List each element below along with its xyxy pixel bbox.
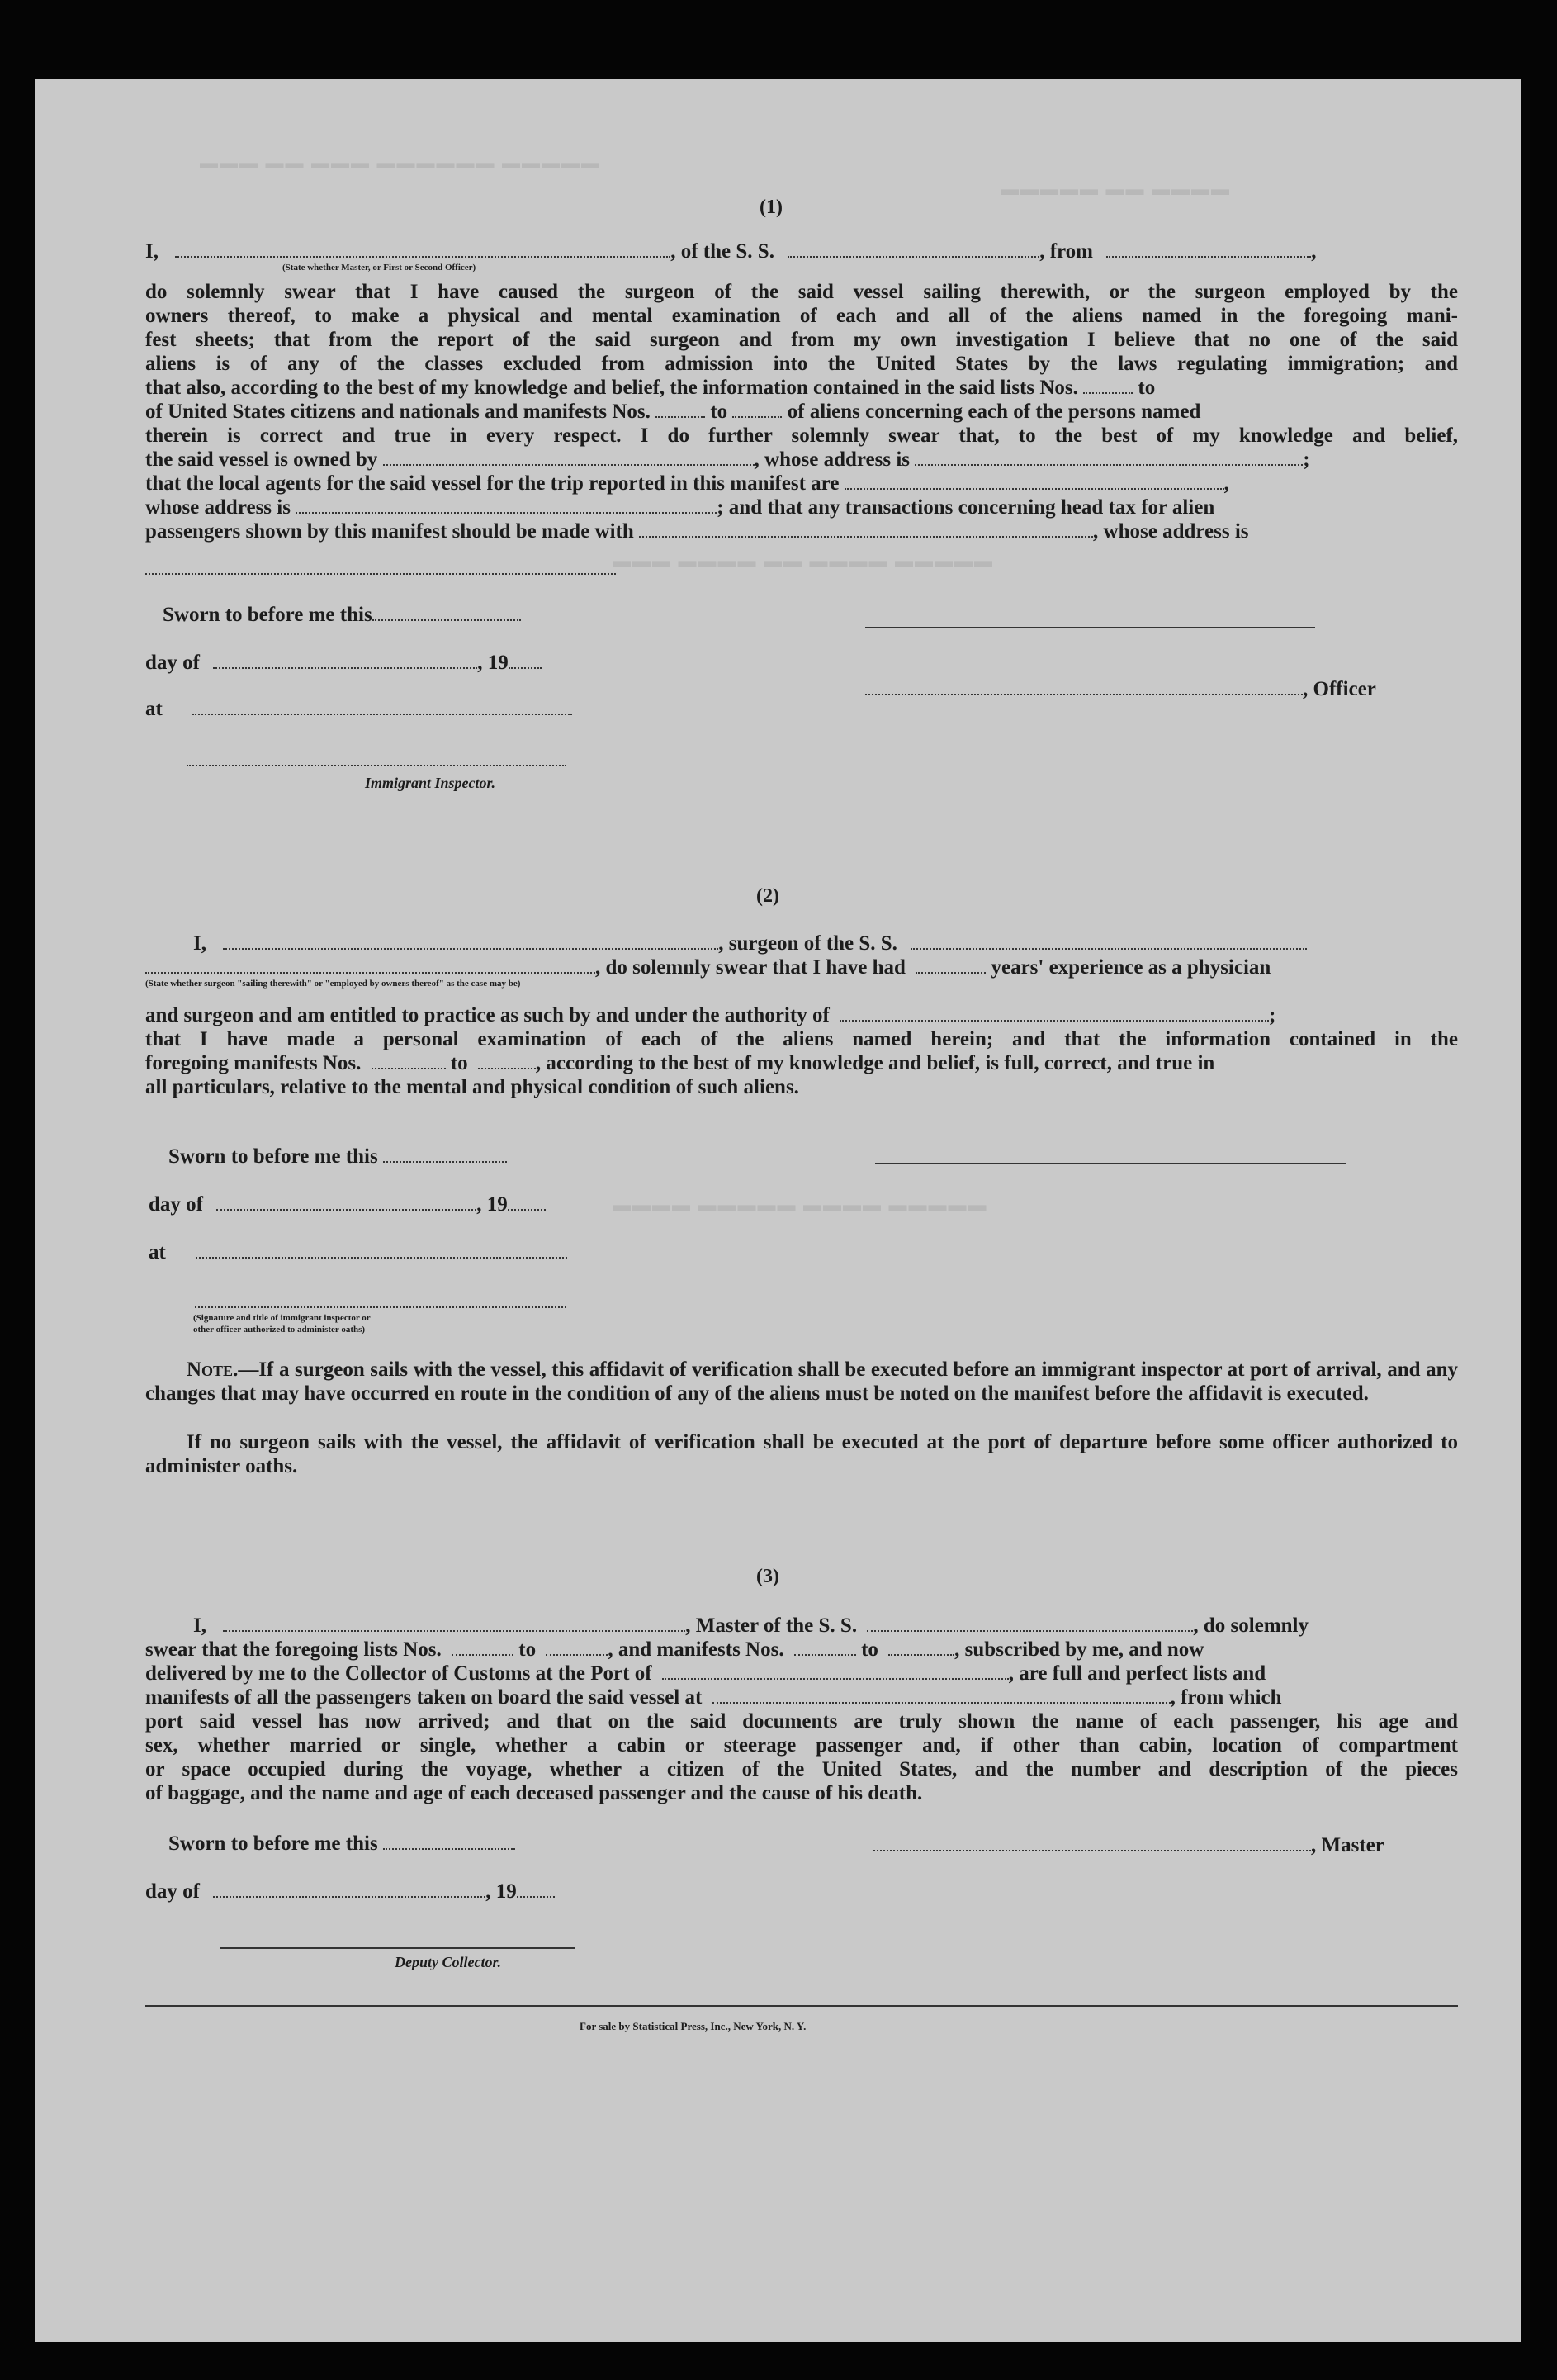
text: , and manifests Nos. — [608, 1638, 784, 1661]
sworn-line-1 — [163, 604, 521, 625]
bleed-through-text: ▬▬▬ ▬▬ ▬▬▬ ▬▬▬▬▬▬ ▬▬▬▬▬ — [200, 152, 601, 173]
text: years' experience as a physician — [991, 956, 1271, 979]
affidavit3-line4 — [145, 1687, 1458, 1708]
surgeon-status-field[interactable] — [145, 971, 595, 974]
lists-from-field[interactable] — [1083, 391, 1133, 394]
text: , are full and perfect lists and — [1008, 1662, 1266, 1685]
pronoun-i: I, — [145, 240, 159, 263]
day-field-2[interactable] — [216, 1208, 476, 1211]
text: ; — [1269, 1004, 1276, 1026]
text: day of — [145, 1880, 200, 1903]
officer-signature-field[interactable] — [865, 693, 1303, 695]
footer-rule — [145, 2005, 1458, 2007]
departure-port-field[interactable] — [1106, 255, 1311, 258]
sworn-date-field-3[interactable] — [383, 1847, 515, 1850]
pronoun-i: I, — [193, 932, 206, 955]
officer-line — [865, 679, 1376, 699]
inspector-signature-field-2[interactable] — [195, 1306, 566, 1308]
officer-caption: (State whether Master, or First or Second Officer) — [282, 263, 476, 273]
affidavit1-line8: therein is correct and true in every respect. I do further solemnly swear that, to the best of my knowledge and belief, — [145, 424, 1458, 447]
affidavit1-line12 — [145, 521, 1458, 542]
text: day of — [149, 1193, 203, 1216]
agents-address-field[interactable] — [296, 511, 717, 514]
text: to — [518, 1638, 537, 1661]
at-line-1 — [145, 699, 572, 719]
affidavit1-line1 — [145, 241, 1458, 262]
surgeon-signature-line[interactable] — [875, 1163, 1346, 1164]
text: , Master — [1311, 1834, 1384, 1856]
text: of United States citizens and nationals and manifests Nos. — [145, 401, 651, 423]
affidavit3-line5: port said vessel has now arrived; and that on the said documents are truly shown the name of each passenger, his age and — [145, 1710, 1458, 1733]
text: Sworn to before me this — [168, 1832, 378, 1855]
affidavit1-line3: owners thereof, to make a physical and mental examination of each and all of the aliens named in the foregoing mani- — [145, 305, 1458, 327]
text: whose address is — [145, 496, 291, 519]
note-text-1: —If a surgeon sails with the vessel, this affidavit of verification shall be executed before an immigrant inspector at port of arrival, and any changes that may have occurred en route in the condition of any of the aliens must be noted on the manifest before the affidavit is executed. — [145, 1358, 1458, 1405]
owner-address-field[interactable] — [915, 463, 1303, 466]
affidavit2-line5 — [145, 1053, 1458, 1074]
day-field-3[interactable] — [213, 1895, 485, 1898]
manifests-from-field[interactable] — [372, 1067, 446, 1069]
immigrant-inspector-label: Immigrant Inspector. — [365, 775, 496, 791]
affidavit2-line1 — [193, 933, 1307, 954]
boarding-port-field[interactable] — [712, 1701, 1171, 1704]
affidavit1-line9 — [145, 449, 1458, 470]
authority-field[interactable] — [840, 1019, 1269, 1022]
text: that the local agents for the said vessel for the trip reported in this manifest are — [145, 472, 840, 495]
text: to — [710, 401, 728, 423]
text: , 19 — [477, 652, 509, 674]
text: manifests of all the passengers taken on board the said vessel at — [145, 1686, 703, 1709]
day-line-1 — [145, 652, 542, 673]
master-vessel-field[interactable] — [867, 1629, 1193, 1632]
deputy-collector-label: Deputy Collector. — [395, 1954, 501, 1970]
manifests-to-field[interactable] — [732, 415, 782, 418]
note-paragraph-1 — [145, 1358, 1458, 1406]
text: , from which — [1170, 1686, 1282, 1709]
lists-to-field[interactable] — [655, 415, 705, 418]
day-field[interactable] — [213, 666, 477, 669]
bleed-through-text: ▬▬▬ ▬▬▬▬ ▬▬ ▬▬▬▬ ▬▬▬▬▬ — [613, 550, 994, 571]
manifests-to-field-3[interactable] — [888, 1653, 954, 1656]
sworn-line-3 — [168, 1833, 515, 1854]
pronoun-i: I, — [193, 1614, 206, 1637]
text: , Master of the S. S. — [685, 1614, 858, 1637]
local-agents-field[interactable] — [845, 487, 1224, 490]
text: , Officer — [1303, 678, 1376, 700]
label-ss: , of the S. S. — [670, 240, 774, 263]
sig-caption-line2: other officer authorized to administer oaths) — [193, 1325, 366, 1335]
text: at — [145, 698, 163, 720]
at-line-2 — [149, 1242, 567, 1263]
at-field-2[interactable] — [196, 1256, 567, 1259]
sworn-date-field[interactable] — [372, 619, 521, 621]
inspector-signature-field[interactable] — [187, 765, 566, 766]
text: ; and that any transactions concerning head tax for alien — [717, 496, 1215, 519]
section-number-3: (3) — [756, 1566, 779, 1587]
text: Sworn to before me this — [163, 604, 372, 626]
vessel-name-field[interactable] — [788, 255, 1039, 258]
master-name-field[interactable] — [223, 1629, 685, 1632]
head-tax-agent-field[interactable] — [639, 535, 1093, 538]
affidavit3-line1 — [193, 1615, 1458, 1636]
affidavit1-line7 — [145, 401, 1458, 422]
sig-caption-line1: (Signature and title of immigrant inspector or — [193, 1313, 371, 1323]
master-signature-line — [873, 1835, 1384, 1856]
year-field-2[interactable] — [508, 1208, 546, 1211]
master-signature-field[interactable] — [873, 1849, 1311, 1851]
surgeon-caption: (State whether surgeon "sailing therewith" or "employed by owners thereof" as the case may be) — [145, 979, 521, 989]
printer-imprint: For sale by Statistical Press, Inc., New York, N. Y. — [580, 2020, 807, 2032]
manifests-from-field-3[interactable] — [794, 1653, 856, 1656]
text: at — [149, 1241, 166, 1263]
affidavit3-line7: or space occupied during the voyage, whether a citizen of the United States, and the number and description of the pieces — [145, 1758, 1458, 1780]
text: to — [861, 1638, 878, 1661]
form-sheet — [35, 79, 1521, 2342]
text: of aliens concerning each of the persons named — [787, 401, 1201, 423]
text: , surgeon of the S. S. — [718, 932, 897, 955]
surgeon-vessel-field[interactable] — [911, 947, 1307, 950]
text: , do solemnly — [1193, 1614, 1309, 1637]
officer-name-field[interactable] — [175, 255, 670, 258]
affidavit1-line5: aliens is of any of the classes excluded from admission into the United States by the laws regulating immigration; and — [145, 353, 1458, 375]
surgeon-name-field[interactable] — [223, 947, 718, 950]
years-experience-field[interactable] — [916, 971, 986, 974]
text: that also, according to the best of my knowledge and belief, the information contained in the said lists Nos. — [145, 377, 1078, 399]
year-field-3[interactable] — [517, 1895, 555, 1898]
bleed-through-text: ▬▬▬▬ ▬▬▬▬▬ ▬▬▬▬ ▬▬▬▬▬ — [613, 1194, 988, 1215]
day-line-3 — [145, 1881, 555, 1902]
affidavit3-line3 — [145, 1663, 1458, 1684]
head-tax-address-field[interactable] — [145, 573, 616, 575]
signature-line[interactable] — [865, 627, 1315, 628]
sworn-date-field-2[interactable] — [383, 1160, 507, 1163]
text: delivered by me to the Collector of Customs at the Port of — [145, 1662, 652, 1685]
affidavit2-line3 — [145, 1005, 1458, 1026]
lists-to-field-3[interactable] — [546, 1653, 608, 1656]
text: and surgeon and am entitled to practice as such by and under the authority of — [145, 1004, 830, 1026]
affidavit1-line11 — [145, 497, 1458, 518]
text: to — [1138, 377, 1156, 399]
section-number-2: (2) — [756, 885, 779, 907]
text: day of — [145, 652, 200, 674]
label-from: , from — [1039, 240, 1093, 263]
text: , 19 — [476, 1193, 508, 1216]
at-field[interactable] — [192, 713, 572, 715]
collector-signature-line[interactable] — [220, 1947, 575, 1949]
text: , do solemnly swear that I have had — [595, 956, 906, 979]
section-number-1: (1) — [760, 197, 783, 218]
text: , subscribed by me, and now — [954, 1638, 1204, 1661]
text: , 19 — [485, 1880, 517, 1903]
note-paragraph-2: If no surgeon sails with the vessel, the affidavit of verification shall be executed at the port of departure before some officer authorized to administer oaths. — [145, 1431, 1458, 1477]
port-of-arrival-field[interactable] — [662, 1677, 1009, 1680]
affidavit1-line6 — [145, 377, 1458, 398]
comma: , — [1311, 240, 1317, 263]
day-line-2 — [149, 1194, 546, 1215]
affidavit2-line4: that I have made a personal examination of each of the aliens named herein; and that the information contained in the — [145, 1028, 1458, 1050]
manifests-to-field-2[interactable] — [478, 1067, 536, 1069]
text: , whose address is — [754, 448, 911, 471]
year-field[interactable] — [509, 666, 542, 669]
text: the said vessel is owned by — [145, 448, 378, 471]
affidavit1-line10 — [145, 473, 1458, 494]
affidavit1-line2: do solemnly swear that I have caused the surgeon of the said vessel sailing therewith, or the surgeon employed by the — [145, 281, 1458, 303]
affidavit3-line8: of baggage, and the name and age of each deceased passenger and the cause of his death. — [145, 1782, 923, 1804]
affidavit3-line6: sex, whether married or single, whether a cabin or steerage passenger and, if other than cabin, location of compartment — [145, 1734, 1458, 1757]
text: to — [450, 1052, 468, 1074]
affidavit1-line4: fest sheets; that from the report of the said surgeon and from my own investigation I believe that no one of the said — [145, 329, 1458, 351]
owner-field[interactable] — [383, 463, 755, 466]
text: Sworn to before me this — [168, 1145, 378, 1168]
text: passengers shown by this manifest should be made with — [145, 520, 634, 543]
text: , whose address is — [1093, 520, 1249, 543]
text: swear that the foregoing lists Nos. — [145, 1638, 442, 1661]
bleed-through-text: ▬▬▬▬▬ ▬▬ ▬▬▬▬ — [1001, 178, 1231, 199]
text: , according to the best of my knowledge and belief, is full, correct, and true in — [535, 1052, 1215, 1074]
note-label: Note. — [187, 1358, 239, 1381]
sworn-line-2 — [168, 1146, 507, 1167]
text: ; — [1303, 448, 1310, 471]
text: , — [1223, 472, 1229, 495]
affidavit2-line6: all particulars, relative to the mental and physical condition of such aliens. — [145, 1076, 799, 1098]
affidavit3-line2 — [145, 1639, 1458, 1660]
text: foregoing manifests Nos. — [145, 1052, 362, 1074]
lists-from-field-3[interactable] — [452, 1653, 513, 1656]
affidavit2-line2 — [145, 957, 1458, 978]
